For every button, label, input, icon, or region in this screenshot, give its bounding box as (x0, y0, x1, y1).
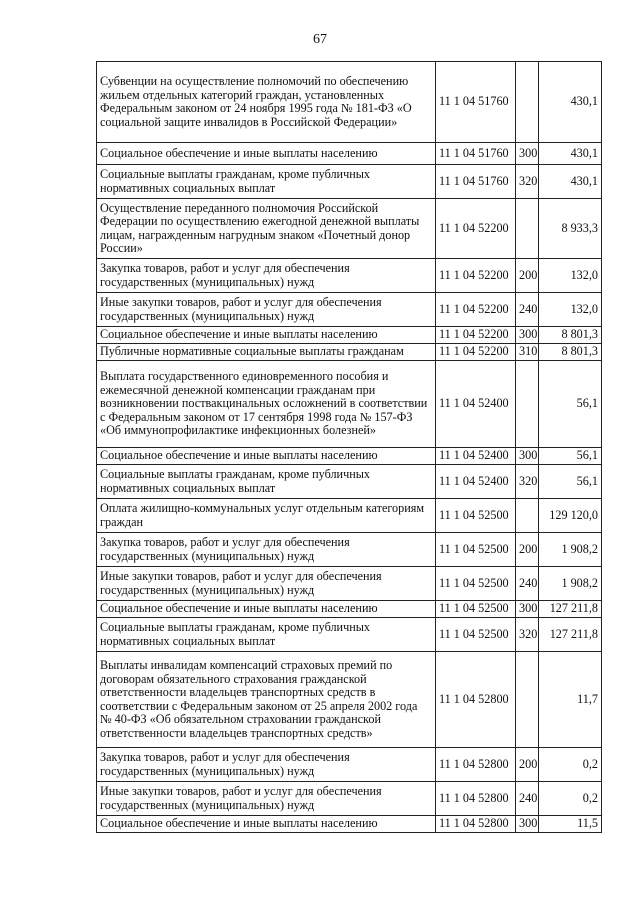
row-expense-type (516, 361, 539, 448)
row-amount: 0,2 (539, 748, 602, 782)
table-row (97, 259, 602, 293)
row-amount: 56,1 (539, 361, 602, 448)
row-amount: 8 933,3 (539, 199, 602, 259)
row-amount: 8 801,3 (539, 327, 602, 344)
row-description: Выплата государственного единовременного пособия и ежемесячной денежной компенсации гражданам при возникновении поствакцинальных осложнений в соответствии с Федеральным законом от 17 сентября 1998 года № 157-ФЗ «Об иммунопрофилактике инфекционных болезней» (97, 361, 436, 448)
row-expense-type (516, 199, 539, 259)
row-target-code: 11 1 04 52500 (436, 533, 516, 567)
budget-table (96, 61, 602, 833)
table-row (97, 344, 602, 361)
table-row (97, 165, 602, 199)
row-expense-type: 300 (516, 327, 539, 344)
row-expense-type: 240 (516, 567, 539, 601)
row-amount: 127 211,8 (539, 618, 602, 652)
row-description: Социальное обеспечение и иные выплаты населению (97, 327, 436, 344)
row-description: Осуществление переданного полномочия Российской Федерации по осуществлению ежегодной денежной выплаты лицам, награжденным нагрудным знаком «Почетный донор России» (97, 199, 436, 259)
row-target-code: 11 1 04 52800 (436, 748, 516, 782)
row-target-code: 11 1 04 51760 (436, 165, 516, 199)
row-amount: 129 120,0 (539, 499, 602, 533)
table-row (97, 748, 602, 782)
row-expense-type (516, 62, 539, 143)
row-expense-type: 320 (516, 618, 539, 652)
row-description: Иные закупки товаров, работ и услуг для обеспечения государственных (муниципальных) нужд (97, 293, 436, 327)
table-row (97, 62, 602, 143)
row-amount: 430,1 (539, 165, 602, 199)
row-expense-type: 200 (516, 259, 539, 293)
row-description: Публичные нормативные социальные выплаты гражданам (97, 344, 436, 361)
row-description: Субвенции на осуществление полномочий по обеспечению жильем отдельных категорий граждан, установленных Федеральным законом от 24 ноября 1995 года № 181-ФЗ «О социальной защите инвалидов в Российской Федерации» (97, 62, 436, 143)
row-expense-type: 240 (516, 782, 539, 816)
row-amount: 8 801,3 (539, 344, 602, 361)
row-description: Социальное обеспечение и иные выплаты населению (97, 816, 436, 833)
row-amount: 0,2 (539, 782, 602, 816)
row-amount: 132,0 (539, 293, 602, 327)
table-row (97, 533, 602, 567)
row-expense-type: 320 (516, 465, 539, 499)
row-target-code: 11 1 04 52200 (436, 293, 516, 327)
row-amount: 132,0 (539, 259, 602, 293)
row-target-code: 11 1 04 52400 (436, 448, 516, 465)
row-amount: 127 211,8 (539, 601, 602, 618)
row-expense-type: 200 (516, 748, 539, 782)
row-amount: 1 908,2 (539, 567, 602, 601)
table-row (97, 327, 602, 344)
row-expense-type: 310 (516, 344, 539, 361)
row-expense-type (516, 652, 539, 748)
table-row (97, 293, 602, 327)
table-row (97, 782, 602, 816)
row-target-code: 11 1 04 52500 (436, 618, 516, 652)
row-amount: 430,1 (539, 62, 602, 143)
row-target-code: 11 1 04 52200 (436, 344, 516, 361)
row-description: Закупка товаров, работ и услуг для обеспечения государственных (муниципальных) нужд (97, 259, 436, 293)
row-expense-type: 300 (516, 601, 539, 618)
row-expense-type: 240 (516, 293, 539, 327)
row-amount: 1 908,2 (539, 533, 602, 567)
page-number: 67 (313, 32, 327, 47)
row-target-code: 11 1 04 52200 (436, 327, 516, 344)
row-expense-type: 300 (516, 816, 539, 833)
row-expense-type (516, 499, 539, 533)
row-target-code: 11 1 04 52500 (436, 499, 516, 533)
row-amount: 56,1 (539, 465, 602, 499)
table-row (97, 465, 602, 499)
row-target-code: 11 1 04 52500 (436, 567, 516, 601)
table-row (97, 199, 602, 259)
row-description: Социальные выплаты гражданам, кроме публичных нормативных социальных выплат (97, 465, 436, 499)
row-description: Социальное обеспечение и иные выплаты населению (97, 448, 436, 465)
table-body (97, 62, 602, 833)
row-target-code: 11 1 04 52400 (436, 361, 516, 448)
row-amount: 430,1 (539, 143, 602, 165)
row-amount: 11,5 (539, 816, 602, 833)
row-expense-type: 320 (516, 165, 539, 199)
row-description: Выплаты инвалидам компенсаций страховых премий по договорам обязательного страхования гражданской ответственности владельцев транспортных средств в соответствии с Федеральным законом от 25 апреля 2002 года № 40-ФЗ «Об обязательном страховании гражданской ответственности владельцев транспортных средств» (97, 652, 436, 748)
row-target-code: 11 1 04 52800 (436, 652, 516, 748)
row-expense-type: 200 (516, 533, 539, 567)
row-description: Закупка товаров, работ и услуг для обеспечения государственных (муниципальных) нужд (97, 748, 436, 782)
row-target-code: 11 1 04 52500 (436, 601, 516, 618)
table-row (97, 448, 602, 465)
row-target-code: 11 1 04 52200 (436, 259, 516, 293)
table-row (97, 652, 602, 748)
row-description: Социальные выплаты гражданам, кроме публичных нормативных социальных выплат (97, 165, 436, 199)
table-row (97, 143, 602, 165)
row-description: Социальное обеспечение и иные выплаты населению (97, 143, 436, 165)
row-amount: 11,7 (539, 652, 602, 748)
row-target-code: 11 1 04 51760 (436, 143, 516, 165)
row-amount: 56,1 (539, 448, 602, 465)
row-description: Социальное обеспечение и иные выплаты населению (97, 601, 436, 618)
row-description: Оплата жилищно-коммунальных услуг отдельным категориям граждан (97, 499, 436, 533)
table-row (97, 499, 602, 533)
row-description: Иные закупки товаров, работ и услуг для обеспечения государственных (муниципальных) нужд (97, 567, 436, 601)
row-target-code: 11 1 04 52400 (436, 465, 516, 499)
table-row (97, 567, 602, 601)
row-expense-type: 300 (516, 448, 539, 465)
row-expense-type: 300 (516, 143, 539, 165)
table-row (97, 816, 602, 833)
row-description: Иные закупки товаров, работ и услуг для обеспечения государственных (муниципальных) нужд (97, 782, 436, 816)
table-row (97, 601, 602, 618)
row-target-code: 11 1 04 51760 (436, 62, 516, 143)
row-target-code: 11 1 04 52200 (436, 199, 516, 259)
row-target-code: 11 1 04 52800 (436, 816, 516, 833)
row-description: Социальные выплаты гражданам, кроме публичных нормативных социальных выплат (97, 618, 436, 652)
row-target-code: 11 1 04 52800 (436, 782, 516, 816)
table-row (97, 618, 602, 652)
table-row (97, 361, 602, 448)
row-description: Закупка товаров, работ и услуг для обеспечения государственных (муниципальных) нужд (97, 533, 436, 567)
